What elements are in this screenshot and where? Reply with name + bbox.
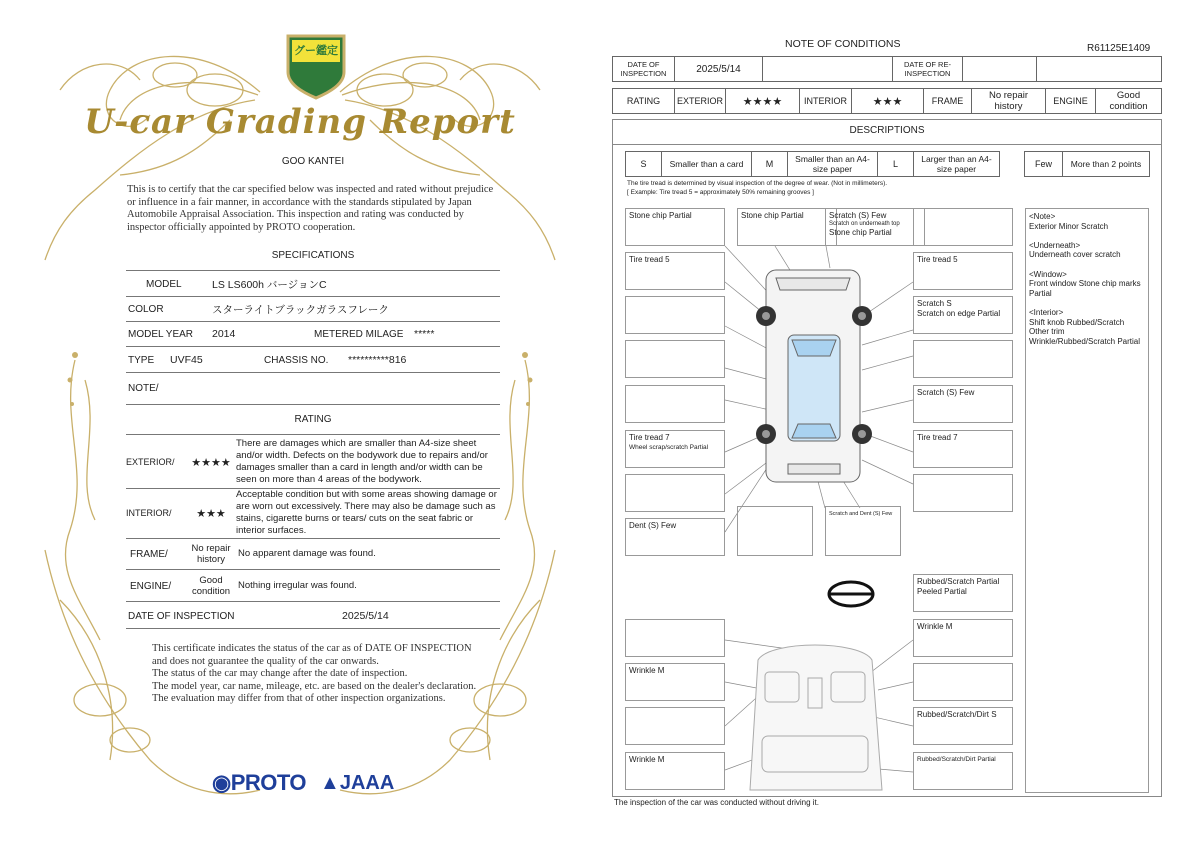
desc-box [625, 208, 725, 246]
date-of-inspection-label: DATE OF INSPECTION [128, 610, 235, 622]
desc-box [825, 208, 925, 246]
legend-s-desc: Smaller than a card [662, 152, 752, 177]
type-label: TYPE [128, 354, 155, 366]
exterior-stars: ★★★★ [191, 456, 231, 469]
engine-description: Nothing irregular was found. [238, 580, 357, 591]
desc-box [625, 474, 725, 512]
model-year-value: 2014 [212, 328, 236, 340]
color-value: スターライトブラックガラスフレーク [212, 303, 389, 316]
model-value: LS LS600h バージョンC [212, 278, 327, 291]
exterior-label: EXTERIOR/ [126, 457, 175, 467]
desc-box [913, 474, 1013, 512]
note-line: Front window Stone chip marks Partial [1029, 279, 1141, 298]
desc-box [625, 252, 725, 290]
legend-l: L [878, 152, 914, 177]
desc-text: Rubbed/Scratch/Dirt S [917, 710, 997, 719]
rating-heading: RATING [294, 414, 332, 425]
desc-box [625, 663, 725, 701]
tire-note-line: [ Example: Tire tread 5 = approximately 50% remaining grooves ] [627, 188, 814, 196]
inspection-footer-note: The inspection of the car was conducted without driving it. [614, 798, 819, 807]
jaaa-logo: ▲JAAA [320, 771, 395, 794]
note-line: Other trim [1029, 327, 1065, 337]
desc-text: Tire tread 5 [629, 255, 670, 264]
car-top-view [766, 270, 860, 482]
color-label: COLOR [128, 303, 164, 315]
chassis-label: CHASSIS NO. [264, 354, 329, 366]
legend-s: S [626, 152, 662, 177]
desc-box [913, 208, 1013, 246]
note-line: Shift knob Rubbed/Scratch [1029, 317, 1125, 327]
engine-value: Good condition [191, 575, 231, 597]
desc-box [913, 574, 1013, 612]
chassis-value: **********816 [348, 354, 407, 366]
frame-description: No apparent damage was found. [238, 548, 376, 559]
desc-box [625, 385, 725, 423]
exterior-stars: ★★★★ [726, 89, 800, 114]
exterior-label: EXTERIOR [675, 89, 726, 114]
metered-milage-value: ***** [414, 328, 435, 340]
note-row [126, 376, 500, 400]
date-of-inspection-row [126, 604, 500, 628]
exterior-description: There are damages which are smaller than A4-size sheet and/or width. Defects on the bodywork due to repairs and/or damages smaller than a card in length and/or width can be seen on more than 4 areas of the bodywork. [236, 438, 488, 485]
desc-text: Scratch on edge Partial [917, 309, 1001, 318]
interior-description: Acceptable condition but with some areas showing damage or are worn out excessively. There may also be damage such as stains, cigarette burns or tears/ cuts on the seat fabric or interior surfaces. [236, 489, 497, 536]
interior-rating-row [126, 489, 500, 537]
desc-text: Scratch on underneath top [829, 221, 900, 227]
note-line: <Note> [1029, 212, 1056, 221]
proto-logo: ◉PROTO [212, 770, 307, 795]
desc-box [913, 252, 1013, 290]
specifications-heading: SPECIFICATIONS [271, 250, 355, 261]
note-line: <Window> [1029, 269, 1067, 279]
car-interior-view [750, 645, 882, 790]
color-row [126, 297, 500, 321]
frame-value: No repair history [191, 543, 231, 565]
desc-box [625, 707, 725, 745]
desc-box [913, 340, 1013, 378]
exterior-rating-row [126, 437, 500, 487]
noc-title: NOTE OF CONDITIONS [785, 38, 901, 50]
desc-box [625, 619, 725, 657]
date-of-inspection-label: DATE OF INSPECTION [613, 57, 675, 82]
report-id: R61125E1409 [1087, 43, 1151, 54]
engine-label: ENGINE/ [130, 580, 172, 592]
note-line: Exterior Minor Scratch [1029, 221, 1109, 231]
certificate-intro: This is to certify that the car specified below was inspected and rated without prejudice or influence in a fair manner, in accordance with the standards stipulated by Japan Automobile Appraisal Association. This inspection and rating was conducted by inspector officially appointed by PROTO cooperation. [127, 184, 494, 233]
badge-text: グー鑑定 [294, 45, 338, 57]
desc-box [737, 506, 813, 556]
footer-line: The evaluation may differ from that of other inspection organizations. [152, 693, 446, 705]
legend-l-desc: Larger than an A4-size paper [914, 152, 1000, 177]
desc-text: Stone chip Partial [629, 211, 692, 220]
frame-rating-row [126, 540, 500, 568]
desc-box [625, 340, 725, 378]
frame-label: FRAME [924, 89, 972, 114]
legend-few-desc: More than 2 points [1063, 152, 1150, 177]
desc-text: Scratch (S) Few [917, 388, 975, 397]
desc-text: Wrinkle M [629, 755, 665, 764]
footer-logos [212, 770, 394, 796]
interior-stars: ★★★ [852, 89, 924, 114]
desc-box [913, 385, 1013, 423]
report-title: U-car Grading Report [84, 102, 516, 142]
desc-text: Wrinkle M [917, 622, 953, 631]
desc-box [625, 518, 725, 556]
legend-few: Few [1025, 152, 1063, 177]
desc-text: Tire tread 7 [917, 433, 958, 442]
desc-text: Dent (S) Few [629, 521, 677, 530]
desc-text: Stone chip Partial [829, 228, 892, 237]
steering-wheel-icon [829, 582, 873, 606]
desc-box [913, 707, 1013, 745]
date-of-inspection-value: 2025/5/14 [675, 57, 763, 82]
interior-label: INTERIOR [800, 89, 852, 114]
date-of-reinspection-label: DATE OF RE-INSPECTION [893, 57, 963, 82]
desc-text: Wrinkle M [629, 666, 665, 675]
note-line: Underneath cover scratch [1029, 250, 1121, 260]
footer-line: This certificate indicates the status of the car as of DATE OF INSPECTION and does not guarantee the quality of the car onwards. [152, 643, 472, 667]
model-label: MODEL [146, 278, 182, 290]
type-row [126, 348, 500, 372]
note-of-conditions [600, 0, 1200, 848]
note-line: <Interior> [1029, 307, 1064, 317]
model-year-label: MODEL YEAR [128, 328, 194, 340]
frame-label: FRAME/ [130, 548, 168, 560]
desc-text: Wheel scrap/scratch Partial [629, 444, 709, 451]
footer-line: The status of the car may change after the date of inspection. [152, 668, 408, 680]
desc-box [913, 752, 1013, 790]
desc-text: Rubbed/Scratch/Dirt Partial [917, 756, 996, 763]
notes-panel [1025, 208, 1149, 793]
desc-box [737, 208, 837, 246]
desc-box [825, 506, 901, 556]
interior-label: INTERIOR/ [126, 508, 172, 518]
model-year-row [126, 322, 500, 346]
type-value: UVF45 [170, 354, 203, 366]
note-line: <Underneath> [1029, 240, 1081, 250]
desc-text: Scratch and Dent (S) Few [829, 511, 893, 517]
desc-text: Rubbed/Scratch Partial [917, 577, 1000, 586]
engine-rating-row [126, 572, 500, 600]
note-label: NOTE/ [128, 382, 159, 394]
desc-text: Tire tread 7 [629, 433, 670, 442]
desc-text: Stone chip Partial [741, 211, 804, 220]
desc-box [625, 430, 725, 468]
model-row [126, 272, 500, 296]
desc-box [913, 430, 1013, 468]
desc-box [625, 296, 725, 334]
metered-milage-label: METERED MILAGE [314, 328, 404, 340]
frame-value: No repair history [972, 89, 1046, 114]
rating-label: RATING [613, 89, 675, 114]
interior-stars: ★★★ [196, 507, 226, 520]
desc-box [913, 619, 1013, 657]
desc-text: Scratch (S) Few [829, 211, 887, 220]
engine-value: Good condition [1096, 89, 1162, 114]
desc-box [913, 296, 1013, 334]
desc-box [913, 663, 1013, 701]
desc-text: Tire tread 5 [917, 255, 958, 264]
certificate-footer [152, 643, 482, 706]
note-line: Wrinkle/Rubbed/Scratch Partial [1029, 336, 1141, 346]
footer-line: The model year, car name, mileage, etc. are based on the dealer's declaration. [152, 680, 477, 692]
legend-m-desc: Smaller than an A4-size paper [788, 152, 878, 177]
desc-text: Peeled Partial [917, 587, 967, 596]
date-of-inspection-value: 2025/5/14 [342, 610, 389, 622]
engine-label: ENGINE [1046, 89, 1096, 114]
desc-text: Scratch S [917, 299, 952, 308]
descriptions-heading: DESCRIPTIONS [849, 125, 925, 136]
desc-box [625, 752, 725, 790]
report-subtitle: GOO KANTEI [281, 156, 345, 167]
tire-note-line: The tire tread is determined by visual inspection of the degree of wear. (Not in millimeters). [627, 180, 888, 187]
legend-m: M [752, 152, 788, 177]
